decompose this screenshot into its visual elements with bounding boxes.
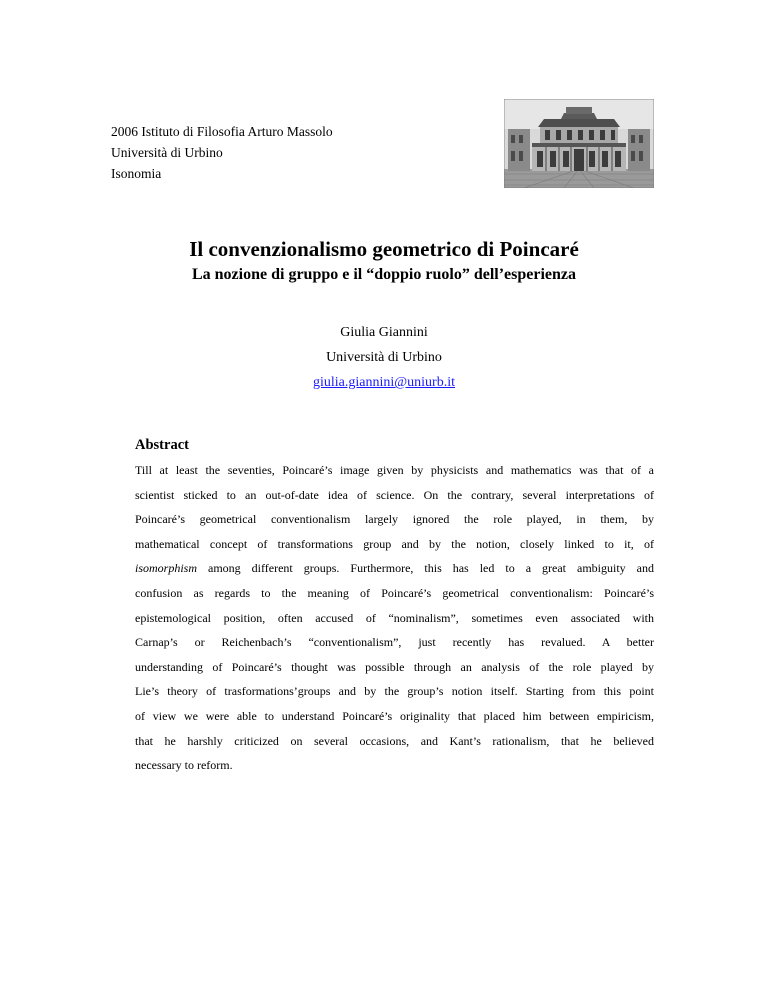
- abstract-line: Poincaré’s geometrical conventionalism largely ignored the role played, in them, by: [135, 512, 654, 527]
- author-block: [0, 320, 768, 395]
- header-line-university: Università di Urbino: [111, 145, 223, 160]
- abstract-line: Carnap’s or Reichenbach’s “conventionalism”, just recently has revalued. A better: [135, 635, 654, 650]
- abstract-line: of view we were able to understand Poincaré’s originality that placed him between empiricism,: [135, 708, 654, 723]
- paper-title: Il convenzionalismo geometrico di Poincaré: [189, 237, 579, 261]
- publisher-header: [111, 121, 333, 184]
- abstract-heading: Abstract: [135, 437, 189, 453]
- abstract-line-rest: among different groups. Furthermore, this has led to a great ambiguity and: [208, 561, 654, 576]
- abstract-line: mathematical concept of transformations group and by the notion, closely linked to it, of: [135, 536, 654, 551]
- abstract-body: [135, 458, 654, 778]
- header-line-journal: Isonomia: [111, 166, 162, 181]
- author-email-link[interactable]: giulia.giannini@uniurb.it: [313, 375, 455, 390]
- abstract-line-with-italic: [135, 556, 654, 581]
- italic-term: isomorphism: [135, 561, 198, 576]
- abstract-line: understanding of Poincaré’s thought was possible through an analysis of the role played by: [135, 659, 654, 674]
- abstract-line: Till at least the seventies, Poincaré’s image given by physicists and mathematics was that of a: [135, 463, 654, 477]
- header-line-institute: 2006 Istituto di Filosofia Arturo Massolo: [111, 124, 333, 139]
- abstract-line-last: necessary to reform.: [135, 758, 233, 773]
- abstract-line: confusion as regards to the meaning of Poincaré’s geometrical conventionalism: Poincaré’s: [135, 585, 654, 600]
- abstract-line: epistemological position, often accused of “nominalism”, sometimes even associated with: [135, 610, 654, 625]
- ideal-city-building-image: [504, 99, 654, 188]
- author-name: Giulia Giannini: [340, 325, 428, 340]
- paper-subtitle: La nozione di gruppo e il “doppio ruolo” dell’esperienza: [191, 266, 577, 283]
- author-affiliation: Università di Urbino: [326, 350, 442, 365]
- abstract-line: scientist sticked to an out-of-date idea of science. On the contrary, several interpretations of: [135, 487, 654, 502]
- abstract-line: Lie’s theory of trasformations’groups and by the group’s notion itself. Starting from this point: [135, 684, 654, 699]
- abstract-line: that he harshly criticized on several occasions, and Kant’s rationalism, that he believed: [135, 733, 654, 748]
